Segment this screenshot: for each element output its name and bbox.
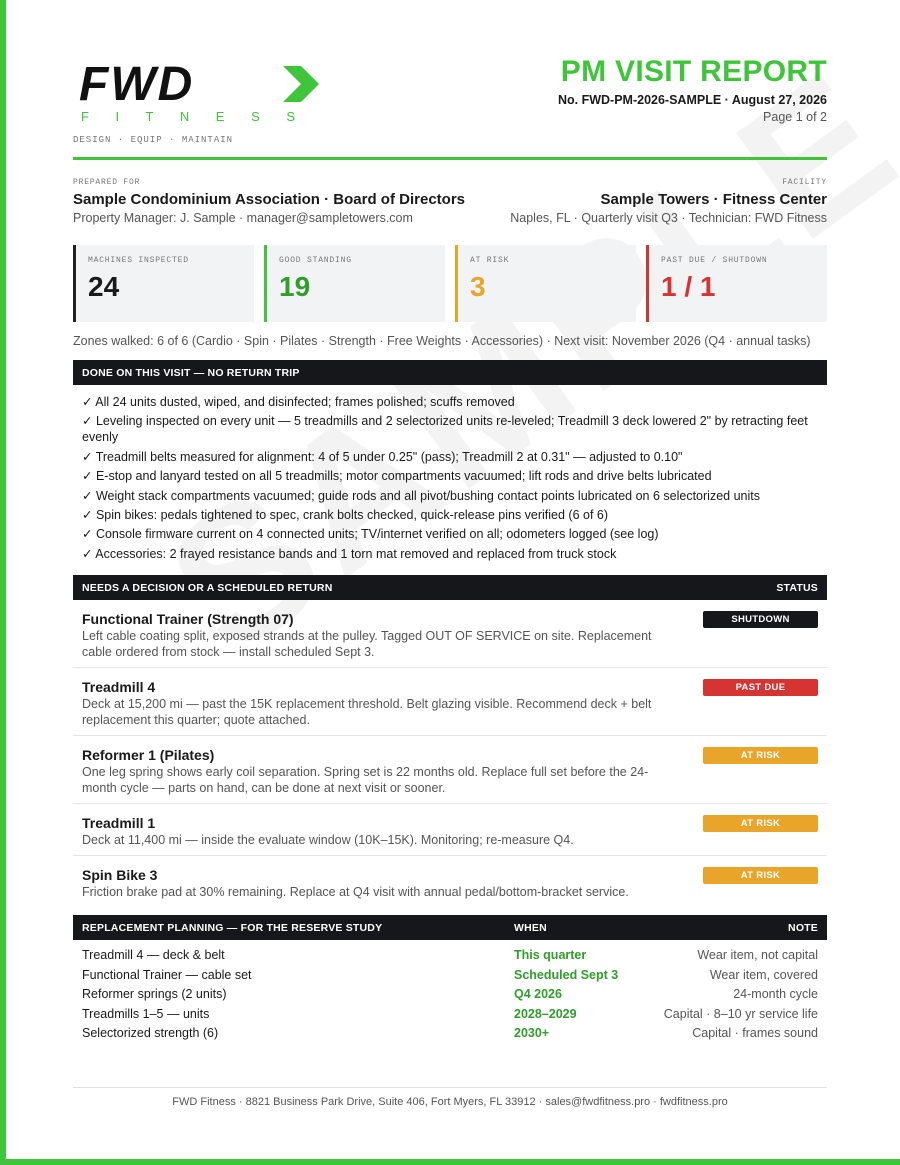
replacement-item: Treadmills 1–5 — units (82, 1006, 210, 1021)
stat-card (646, 245, 827, 322)
facility-block (510, 178, 827, 225)
done-list (73, 385, 827, 571)
replacement-note: Wear item, covered (709, 967, 818, 982)
client-contact: Property Manager: J. Sample · manager@sampletowers.com (73, 211, 413, 225)
decision-title: Spin Bike 3 (82, 867, 158, 884)
status-header-label: STATUS (776, 581, 818, 594)
facility-details: Naples, FL · Quarterly visit Q3 · Technician: FWD Fitness (510, 211, 827, 225)
fwd-fitness-logo (79, 62, 329, 124)
done-item: ✓ Weight stack compartments vacuumed; guide rods and all pivot/bushing contact points lubricated on 6 selectorized units (82, 488, 760, 503)
report-page (73, 0, 827, 1108)
status-badge: SHUTDOWN (703, 611, 818, 628)
replacement-item: Treadmill 4 — deck & belt (82, 948, 225, 963)
stat-label: GOOD STANDING (279, 256, 352, 265)
replacement-row (82, 1026, 818, 1046)
replacement-when: Q4 2026 (514, 987, 562, 1002)
stat-label: MACHINES INSPECTED (88, 256, 189, 265)
left-accent-edge (0, 0, 6, 1165)
done-item: ✓ Spin bikes: pedals tightened to spec, crank bolts checked, quick-release pins verified (6 of 6) (82, 507, 609, 522)
report-number: No. FWD-PM-2026-SAMPLE · August 27, 2026 (557, 93, 827, 107)
decision-title: Functional Trainer (Strength 07) (82, 611, 294, 628)
bottom-accent-edge (0, 1159, 900, 1165)
zones-summary: Zones walked: 6 of 6 (Cardio · Spin · Pilates · Strength · Free Weights · Accessories) · Next visit: November 2026 (Q4 · annual tasks) (73, 334, 811, 348)
replacement-when: This quarter (514, 948, 587, 963)
decision-item (73, 804, 827, 856)
note-header-label: NOTE (788, 921, 818, 934)
replacement-note: 24-month cycle (733, 987, 818, 1002)
replacement-item: Selectorized strength (6) (82, 1026, 219, 1041)
replacement-table (73, 940, 827, 1046)
replacement-note: Capital · frames sound (692, 1026, 818, 1041)
done-item: ✓ Leveling inspected on every unit — 5 treadmills and 2 selectorized units re-leveled; Treadmill 3 deck lowered 2" by retracting feet evenly (82, 414, 808, 445)
facility-label: FACILITY (782, 178, 827, 187)
logo-word: FWD (79, 62, 195, 111)
page-indicator: Page 1 of 2 (763, 110, 827, 124)
facility-name: Sample Towers · Fitness Center (600, 191, 827, 208)
decision-list (73, 600, 827, 907)
logo-arrow-icon (283, 66, 319, 102)
stat-label: PAST DUE / SHUTDOWN (661, 256, 768, 265)
stat-value: 19 (279, 271, 311, 302)
replacement-when: 2030+ (514, 1026, 550, 1041)
prepared-for-label: PREPARED FOR (73, 178, 141, 187)
status-badge: AT RISK (703, 815, 818, 832)
stat-label: AT RISK (470, 256, 510, 265)
logo-subtitle: F I T N E S S (81, 109, 295, 124)
replacement-row (82, 987, 818, 1007)
decision-title: Treadmill 4 (82, 679, 156, 696)
done-header-label: DONE ON THIS VISIT — NO RETURN TRIP (82, 366, 300, 379)
brand-tagline: DESIGN · EQUIP · MAINTAIN (73, 135, 234, 145)
done-item: ✓ E-stop and lanyard tested on all 5 treadmills; motor compartments vacuumed; lift rods and drive belts lubricated (82, 469, 712, 484)
replacement-row (82, 968, 818, 988)
replacement-when: Scheduled Sept 3 (514, 967, 619, 982)
replacement-item: Reformer springs (2 units) (82, 987, 227, 1002)
done-item: ✓ Console firmware current on 4 connected units; TV/internet verified on all; odometers logged (see log) (82, 527, 659, 542)
replacement-note: Capital · 8–10 yr service life (663, 1006, 818, 1021)
stat-card (264, 245, 445, 322)
stat-value: 24 (88, 271, 120, 302)
replacement-item: Functional Trainer — cable set (82, 967, 252, 982)
decision-description: Friction brake pad at 30% remaining. Replace at Q4 visit with annual pedal/bottom-bracket service. (82, 885, 629, 900)
stats-row (73, 245, 827, 322)
report-header (73, 0, 827, 160)
stat-value: 3 (470, 271, 486, 302)
stat-card (73, 245, 254, 322)
replacement-note: Wear item, not capital (697, 948, 818, 963)
decision-item (73, 736, 827, 804)
decision-description: Left cable coating split, exposed strands at the pulley. Tagged OUT OF SERVICE on site. Replacement cable ordered from stock — install scheduled Sept 3. (82, 629, 652, 660)
done-section-header (73, 360, 827, 385)
decision-header-label: NEEDS A DECISION OR A SCHEDULED RETURN (82, 581, 333, 594)
when-header-label: WHEN (514, 921, 547, 934)
prepared-for-block (73, 178, 465, 225)
decision-description: Deck at 15,200 mi — past the 15K replacement threshold. Belt glazing visible. Recommend deck + belt replacement this quarter; quote attached. (82, 697, 652, 728)
done-item: ✓ All 24 units dusted, wiped, and disinfected; frames polished; scuffs removed (82, 395, 515, 409)
decision-section-header (73, 575, 827, 600)
decision-title: Reformer 1 (Pilates) (82, 747, 215, 764)
parties-section (73, 160, 827, 245)
replacement-row (82, 1007, 818, 1027)
status-badge: AT RISK (703, 747, 818, 764)
replacement-header-label: REPLACEMENT PLANNING — FOR THE RESERVE STUDY (82, 921, 383, 934)
client-name: Sample Condominium Association · Board of Directors (73, 191, 465, 208)
replacement-row (82, 948, 818, 968)
decision-description: Deck at 11,400 mi — inside the evaluate window (10K–15K). Monitoring; re-measure Q4. (82, 833, 574, 848)
decision-item (73, 668, 827, 736)
decision-item (73, 600, 827, 668)
page-footer: FWD Fitness · 8821 Business Park Drive, Suite 406, Fort Myers, FL 33912 · sales@fwdfitness.pro · fwdfitness.pro (73, 1087, 827, 1108)
done-item: ✓ Accessories: 2 frayed resistance bands and 1 torn mat removed and replaced from truck stock (82, 546, 617, 561)
stat-value: 1 / 1 (661, 271, 716, 302)
decision-description: One leg spring shows early coil separation. Spring set is 22 months old. Replace full set before the 24-month cycle — parts on hand, can be done at next visit or sooner. (82, 765, 649, 796)
stat-card (455, 245, 636, 322)
report-title: PM VISIT REPORT (560, 55, 827, 88)
decision-title: Treadmill 1 (82, 815, 156, 832)
decision-item (73, 856, 827, 907)
status-badge: AT RISK (703, 867, 818, 884)
replacement-when: 2028–2029 (514, 1006, 577, 1021)
replacement-section-header (73, 915, 827, 940)
done-item: ✓ Treadmill belts measured for alignment: 4 of 5 under 0.25" (pass); Treadmill 2 at 0.31" — adjusted to 0.10" (82, 449, 683, 464)
status-badge: PAST DUE (703, 679, 818, 696)
